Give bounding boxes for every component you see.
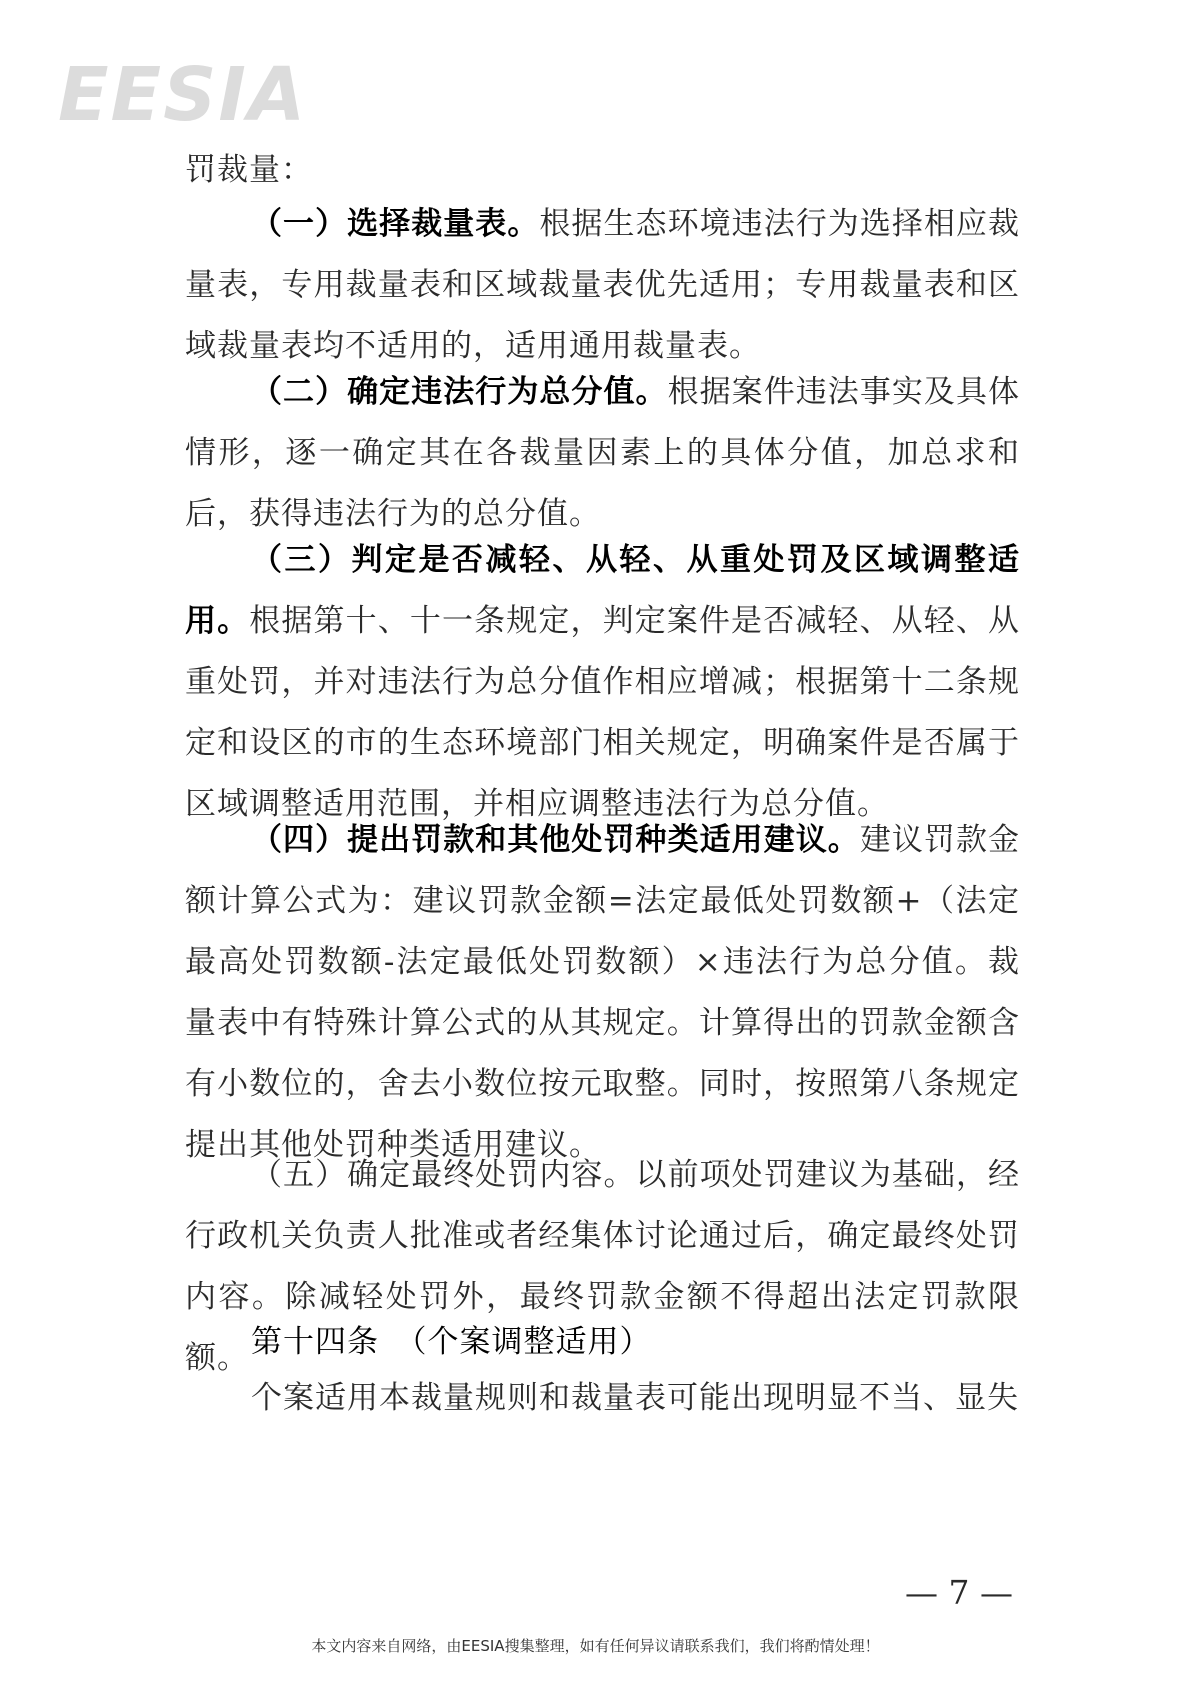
paragraph-text: （五）确定最终处罚内容。以前项处罚建议为基础，经行政机关负责人批准或者经集体讨论通过后，确定最终处罚内容。除减轻处罚外，最终罚款金额不得超出法定罚款限额。: [185, 1157, 1020, 1376]
step-heading: （一）选择裁量表。: [251, 206, 540, 242]
step-heading: （四）提出罚款和其他处罚种类适用建议。: [251, 822, 860, 858]
paragraph-step-4: [185, 810, 1020, 1176]
paragraph-step-2: [185, 362, 1020, 545]
paragraph-text: 罚裁量：: [185, 152, 313, 188]
article-paragraph: [185, 1368, 1020, 1429]
step-heading: （二）确定违法行为总分值。: [251, 374, 668, 410]
paragraph-text: 根据第十、十一条规定，判定案件是否减轻、从轻、从重处罚，并对违法行为总分值作相应增减；根据第十二条规定和设区的市的生态环境部门相关规定，明确案件是否属于区域调整适用范围，并相应调整违法行为总分值。: [185, 603, 1021, 822]
eesia-logo-watermark: EESIA: [58, 52, 308, 138]
paragraph-text: 个案适用本裁量规则和裁量表可能出现明显不当、显失: [251, 1380, 1019, 1416]
paragraph-continuation: [185, 140, 1020, 201]
article-heading: 第十四条 （个案调整适用）: [251, 1324, 652, 1360]
paragraph-step-3: [185, 530, 1020, 835]
paragraph-text: 根据案件违法事实及具体情形，逐一确定其在各裁量因素上的具体分值，加总求和后，获得违法行为的总分值。: [185, 374, 1021, 532]
step-heading: （三）判定是否减轻、从轻、从重处罚及区域调整适用。: [185, 542, 1020, 639]
paragraph-step-1: [185, 194, 1020, 377]
page-number: — 7 —: [905, 1573, 1013, 1612]
paragraph-text: 建议罚款金额计算公式为：建议罚款金额=法定最低处罚数额+（法定最高处罚数额-法定最低处罚数额）×违法行为总分值。裁量表中有特殊计算公式的从其规定。计算得出的罚款金额含有小数位的，舍去小数位按元取整。同时，按照第八条规定提出其他处罚种类适用建议。: [185, 822, 1021, 1163]
paragraph-text: 根据生态环境违法行为选择相应裁量表，专用裁量表和区域裁量表优先适用；专用裁量表和区域裁量表均不适用的，适用通用裁量表。: [185, 206, 1020, 364]
footer-note: 本文内容来自网络，由EESIA搜集整理，如有任何异议请联系我们，我们将酌情处理！: [311, 1637, 880, 1655]
